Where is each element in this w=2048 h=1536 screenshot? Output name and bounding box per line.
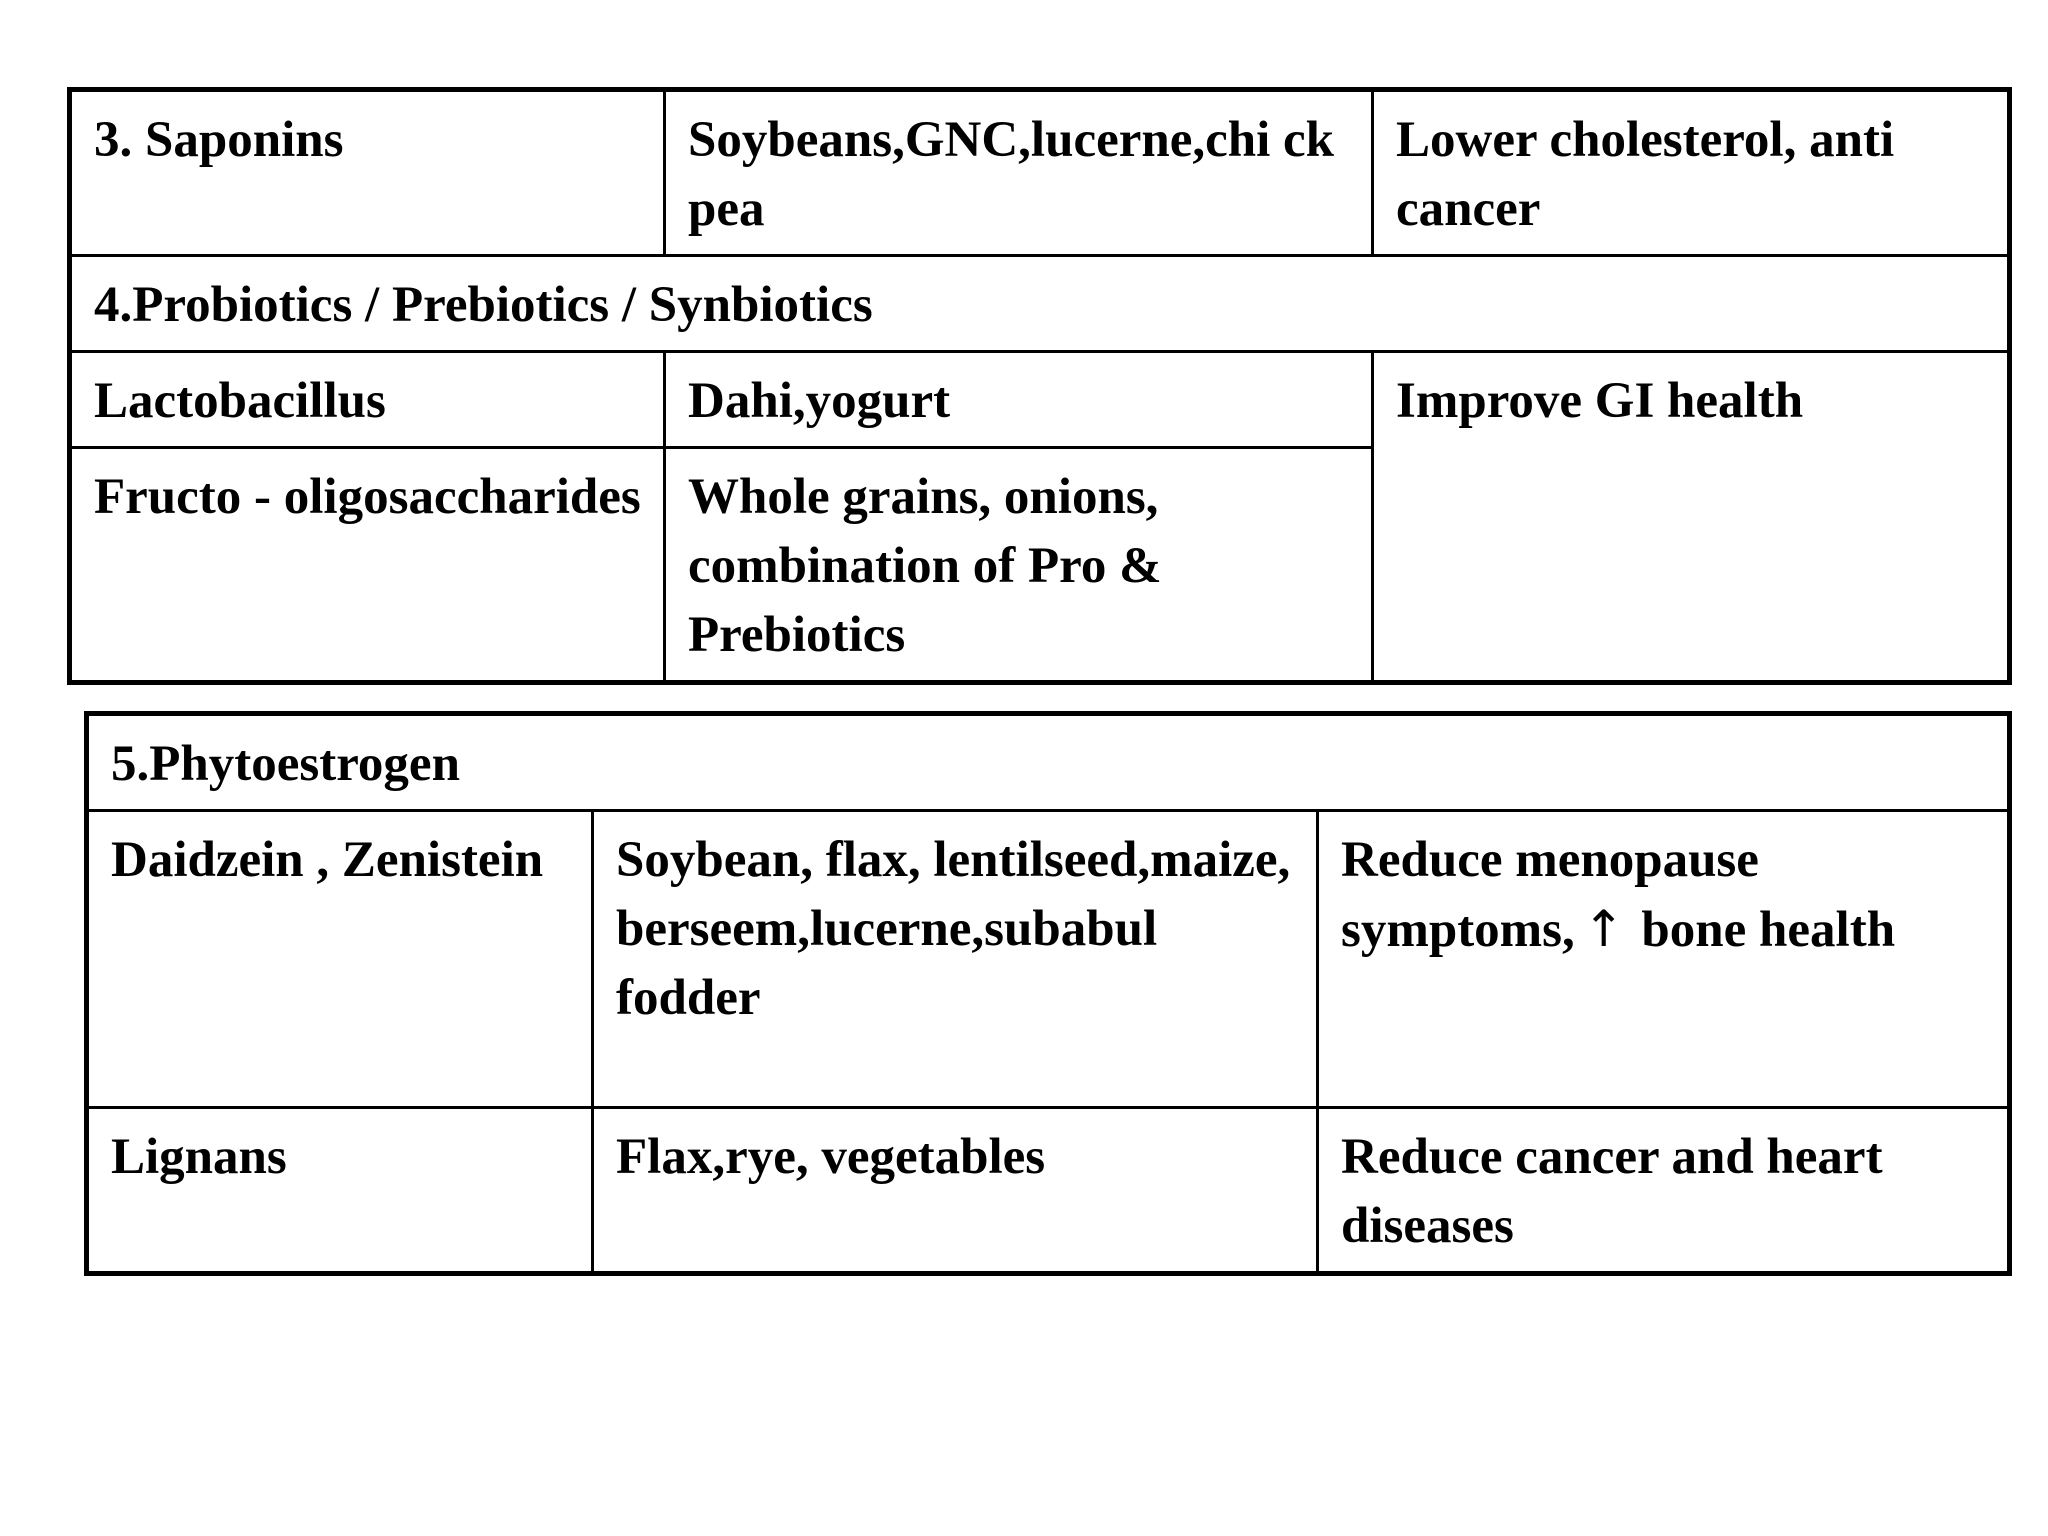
fructo-sources-cell: Whole grains, onions, combination of Pro & Prebiotics — [665, 448, 1373, 683]
functional-foods-table-1 — [67, 87, 2012, 685]
benefit-suffix-text: bone health — [1641, 902, 1896, 958]
up-arrow-icon: ↑ — [1582, 900, 1625, 958]
table-row — [70, 256, 2010, 352]
saponins-name-cell: 3. Saponins — [70, 90, 665, 256]
daidzein-benefit-cell — [1318, 811, 2010, 1108]
lactobacillus-sources-cell: Dahi,yogurt — [665, 352, 1373, 448]
fructo-name-cell: Fructo - oligosaccharides — [70, 448, 665, 683]
saponins-sources-cell: Soybeans,GNC,lucerne,chi ck pea — [665, 90, 1373, 256]
functional-foods-table-2 — [84, 711, 2012, 1276]
lignans-benefit-cell: Reduce cancer and heart diseases — [1318, 1108, 2010, 1274]
lactobacillus-name-cell: Lactobacillus — [70, 352, 665, 448]
daidzein-sources-cell: Soybean, flax, lentilseed,maize, berseem,lucerne,subabul fodder — [593, 811, 1318, 1108]
saponins-benefit-cell: Lower cholesterol, anti cancer — [1373, 90, 2010, 256]
table-row — [70, 352, 2010, 448]
table-row — [87, 1108, 2010, 1274]
table-row — [87, 714, 2010, 811]
daidzein-name-cell: Daidzein , Zenistein — [87, 811, 593, 1108]
lignans-sources-cell: Flax,rye, vegetables — [593, 1108, 1318, 1274]
probiotics-benefit-cell: Improve GI health — [1373, 352, 2010, 683]
phytoestrogen-section-header: 5.Phytoestrogen — [87, 714, 2010, 811]
lignans-name-cell: Lignans — [87, 1108, 593, 1274]
table-row — [87, 811, 2010, 1108]
benefit-prefix-text: Reduce menopause symptoms, — [1341, 832, 1759, 958]
probiotics-section-header: 4.Probiotics / Prebiotics / Synbiotics — [70, 256, 2010, 352]
table-row — [70, 90, 2010, 256]
